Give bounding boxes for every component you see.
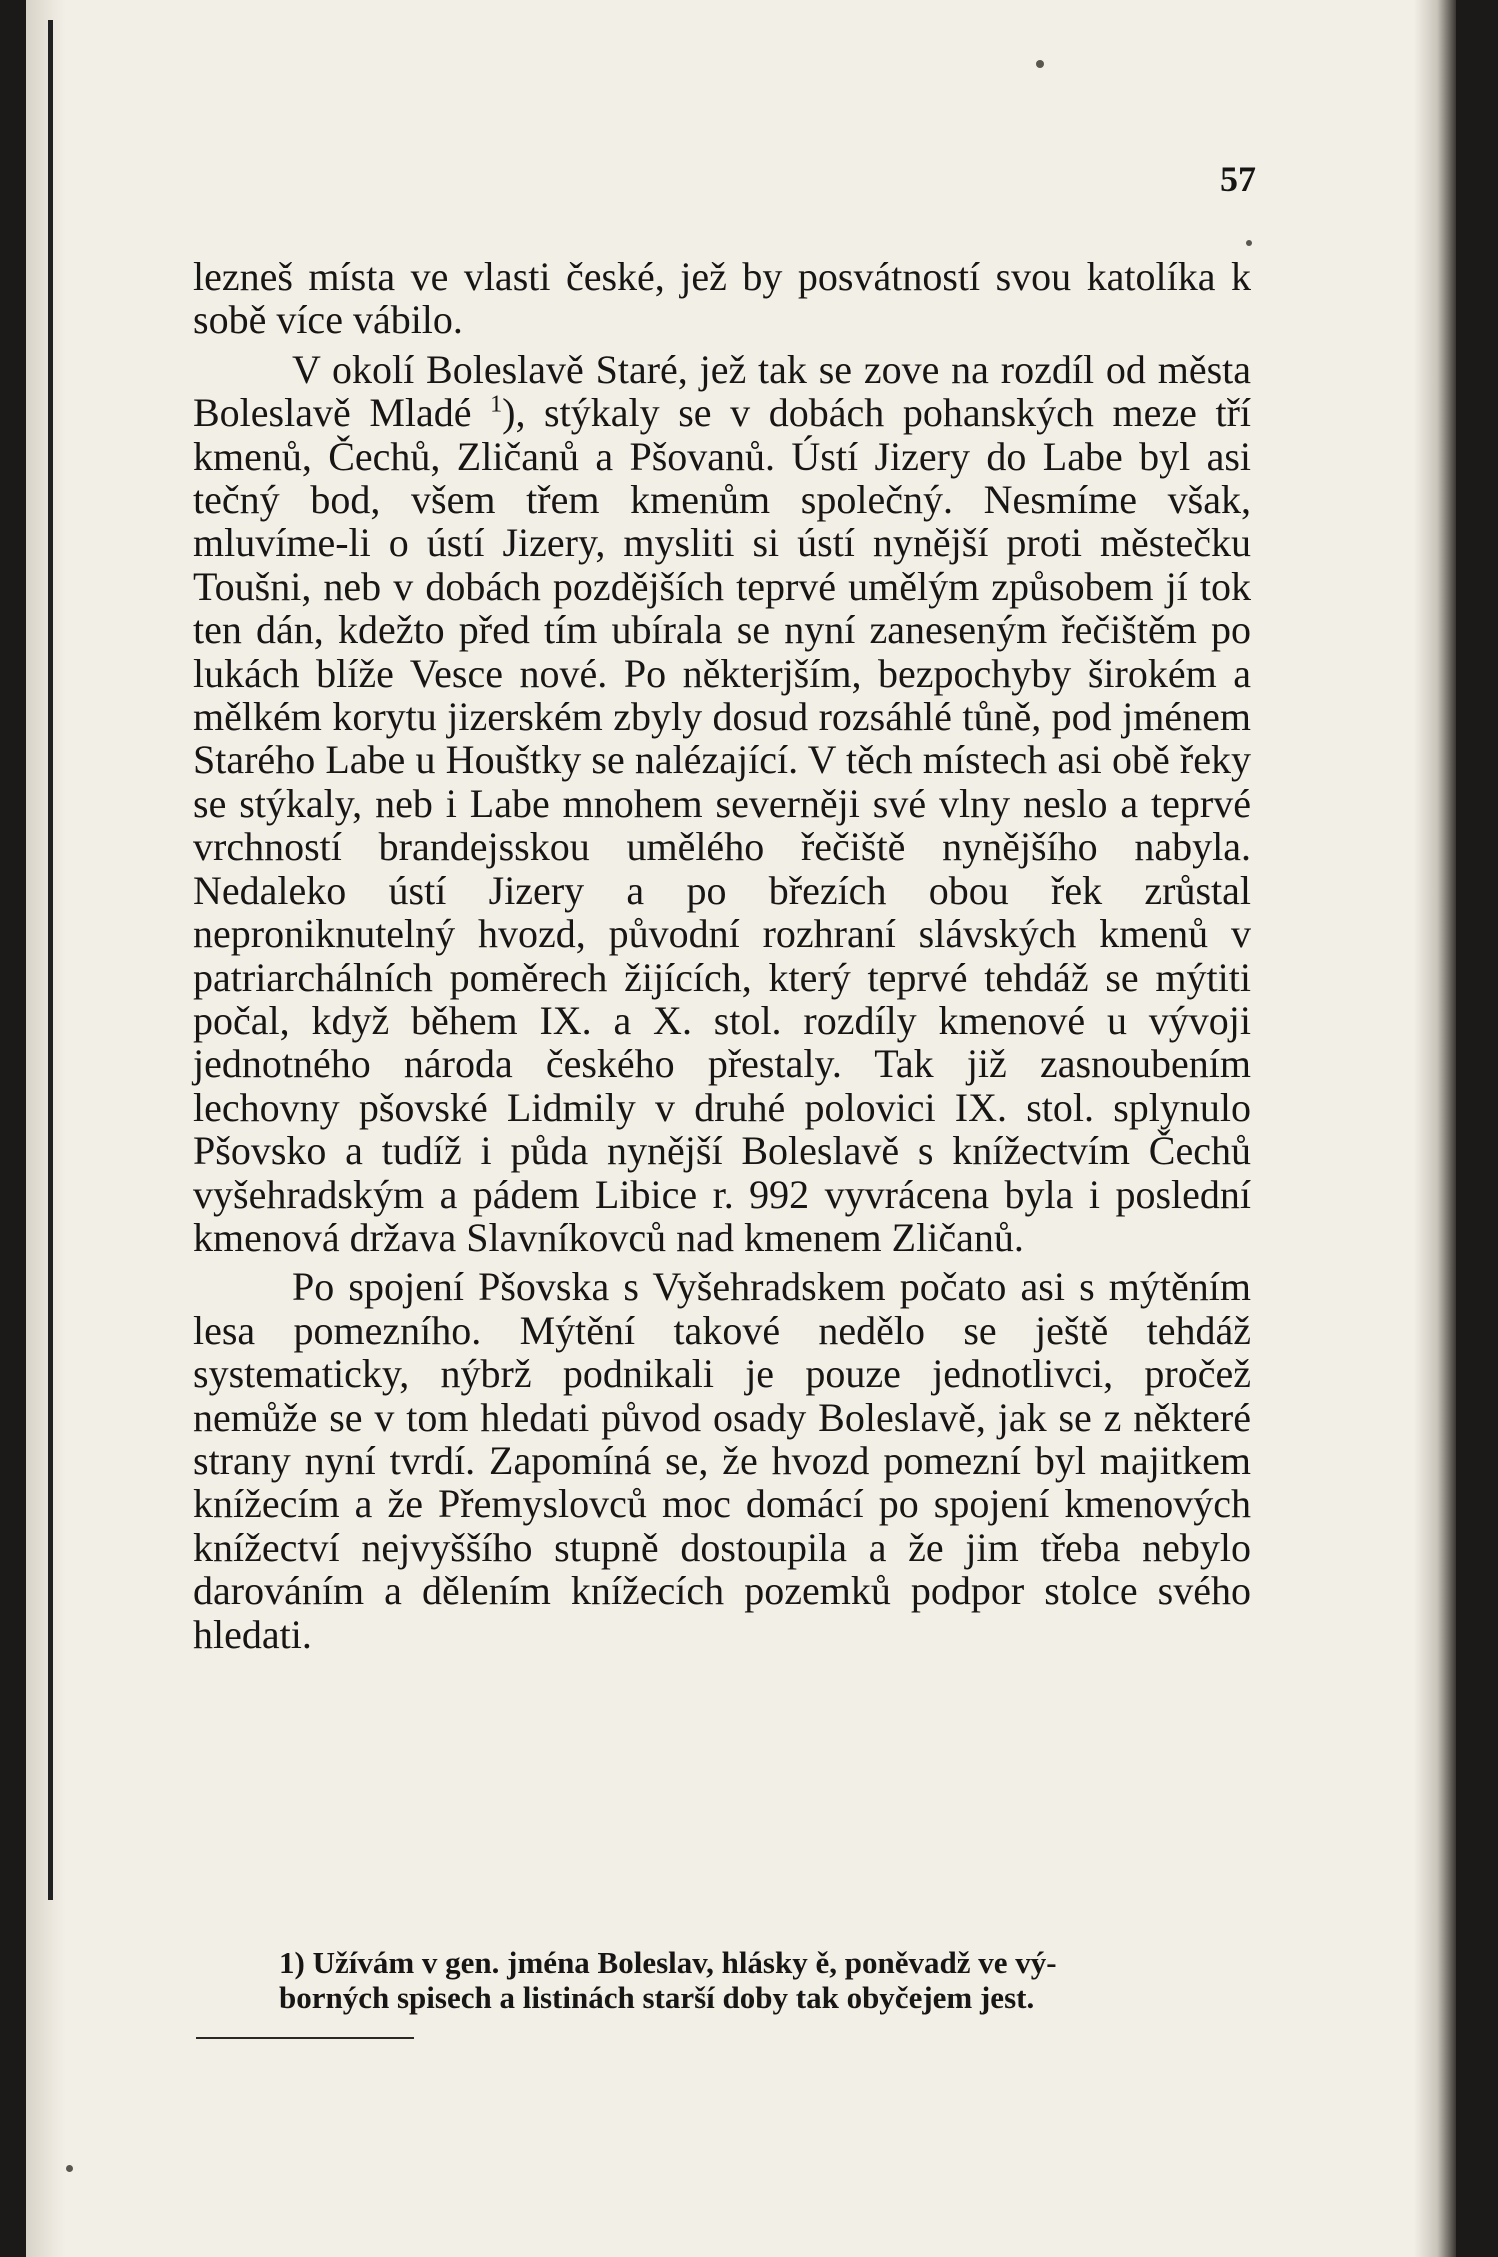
body-text <box>193 255 1251 1656</box>
paragraph: lezneš místa ve vlasti české, jež by posvátností svou katolíka k sobě více vábilo. <box>193 254 1251 343</box>
print-speck <box>1036 60 1044 68</box>
paragraph-text-start: V okolí Boleslavě Staré, jež tak se zove na rozdíl od města Boleslavě Mladé <box>193 346 1251 436</box>
print-speck <box>1246 240 1252 246</box>
page-number: 57 <box>1220 159 1256 199</box>
footnote-reference[interactable]: 1 <box>490 391 503 418</box>
page-gutter <box>26 0 66 2257</box>
page-edge-shadow <box>1414 0 1456 2257</box>
footnote-text: Užívám v gen. jména Boleslav, hlásky ě, poněvadž ve vý- <box>312 1945 1057 1980</box>
paragraph: Po spojení Pšovska s Vyšehradskem počato asi s mýtěním lesa pomezního. Mýtění takové nedělo se ještě tehdáž systematicky, nýbrž podnikali je pouze jednotlivci, pročež nemůže se v tom hledati původ osady Boleslavě, jak se z některé strany nyní tvrdí. Zapomíná se, že hvozd pomezní byl majitkem knížecím a že Přemyslovců moc domácí po spojení kmenových knížectví nejvyššího stupně dostoupila a že jim třeba nebylo darováním a dělením knížecích pozemků podpor stolce svého hledati. <box>193 1264 1251 1657</box>
binding-edge <box>48 20 53 1900</box>
print-speck <box>66 2165 73 2172</box>
footnote <box>193 1945 1251 2015</box>
footnote-mark: 1) <box>279 1945 305 1980</box>
paragraph-text-continued: ), stýkaly se v dobách pohanských meze tří kmenů, Čechů, Zličanů a Pšovanů. Ústí Jizery do Labe byl asi tečný bod, všem třem kmenům společný. Nesmíme však, mluvíme-li o ústí Jizery, mysliti si ústí nynější proti městečku Toušni, neb v dobách pozdějších teprvé umělým způsobem jí tok ten dán, kdežto před tím ubírala se nyní zaneseným řečištěm po lukách blíže Vesce nové. Po některjším, bezpochyby širokém a mělkém korytu jizerském zbyly dosud rozsáhlé tůně, pod jménem Starého Labe u Houštky se nalézající. V těch místech asi obě řeky se stýkaly, neb i Labe mnohem severněji své vlny neslo a teprvé vrchností brandejsskou umělého řečiště nynějšího nabyla. Nedaleko ústí Jizery a po březích obou řek zrůstal neproniknutelný hvozd, původní rozhraní slávských kmenů v patriarchálních poměrech žijících, který teprvé tehdáž se mýtiti počal, když během IX. a X. stol. rozdíly kmenové u vývoji jednotného národa českého přestaly. Tak již zasnoubením lechovny pšovské Lidmily v druhé polovici IX. stol. splynulo Pšovsko a tudíž i půda nynější Boleslavě s knížectvím Čechů vyšehradským a pádem Libice r. 992 vyvrácena byla i poslední kmenová država Slavníkovců nad kmenem Zličanů. <box>193 390 1252 1260</box>
footnote-divider <box>196 2037 414 2039</box>
book-page <box>26 0 1456 2257</box>
footnote-line: borných spisech a listinách starší doby tak obyčejem jest. <box>279 1980 1035 2015</box>
footnote-line <box>193 1945 1251 1980</box>
paragraph <box>193 348 1251 1260</box>
